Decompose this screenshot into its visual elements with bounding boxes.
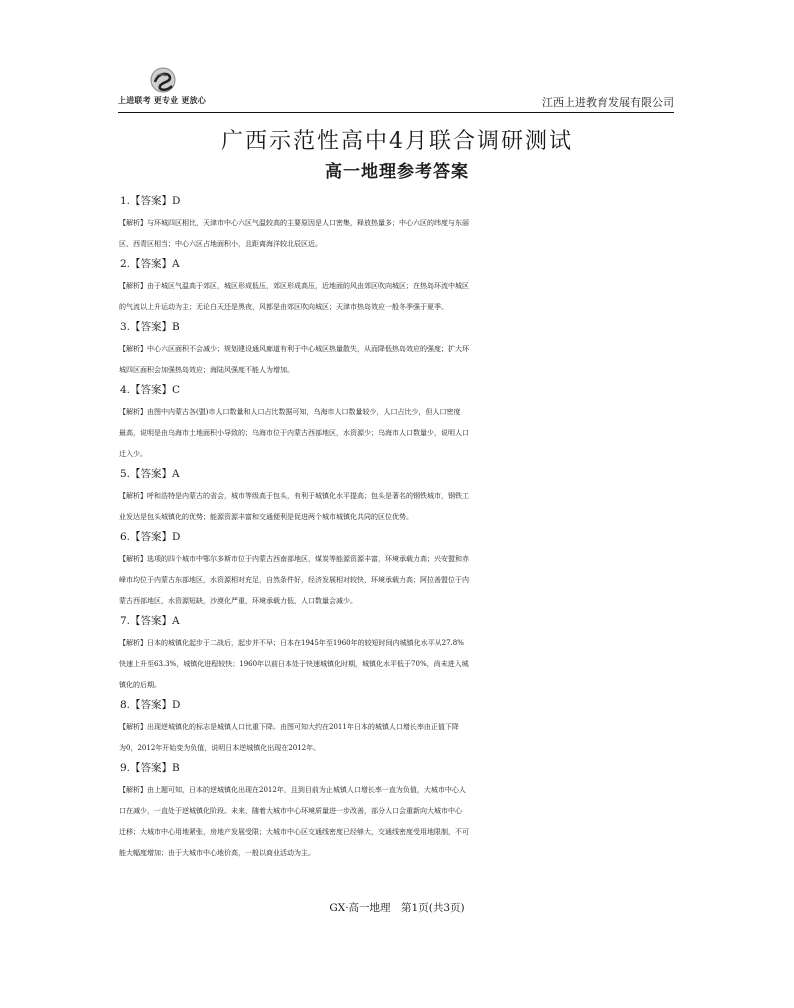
answer-line [118, 381, 678, 402]
answer-text: 【答案】A [130, 258, 180, 270]
page-subtitle: 高一地理参考答案 [325, 162, 469, 182]
answer-line [118, 759, 678, 780]
explanation-line: 能大幅度增加；由于大城市中心地价高，一般以商业活动为主。 [119, 849, 315, 857]
answer-line [118, 528, 678, 549]
answer-text: 【答案】C [130, 384, 181, 396]
explanation-line: 最高，说明是由乌海市土地面积小导致的；乌海市位于内蒙古西部地区，水资源少；乌海市人口数量少，说明人口 [119, 429, 469, 437]
explanation-line: 迁入少。 [119, 450, 147, 458]
explanation-line: 蒙古西部地区，水资源短缺，沙漠化严重，环境承载力低，人口数量会减少。 [119, 597, 357, 605]
explanation-line: 快速上升至63.3%，城镇化进程较快；1960年以前日本处于快速城镇化时期，城镇化水平低于70%，尚未进入城 [119, 660, 469, 668]
answer-text: 【答案】D [130, 699, 181, 711]
answer-item [118, 759, 678, 864]
explanation-line: 【解析】呼和浩特是内蒙古的省会，城市等级高于包头，有利于城镇化水平提高；包头是著名的钢铁城市，钢铁工 [119, 492, 469, 500]
answer-line [118, 696, 678, 717]
answer-item [118, 381, 678, 465]
question-number: 4. [119, 384, 130, 396]
explanation-line: 【解析】中心六区面积不会减少；规划建设通风廊道有利于中心城区热量散失，从而降低热岛效应的强度；扩大环 [119, 345, 469, 353]
answer-text: 【答案】A [130, 468, 180, 480]
answer-item [118, 192, 678, 255]
answer-item [118, 528, 678, 612]
answer-item [118, 465, 678, 528]
answer-text: 【答案】D [130, 531, 181, 543]
question-number: 3. [119, 321, 130, 333]
answer-text: 【答案】D [130, 195, 181, 207]
explanation-line: 城四区面积会加强热岛效应；海陆风强度不能人为增加。 [119, 366, 294, 374]
answer-item [118, 612, 678, 696]
question-number: 8. [119, 699, 130, 711]
page-title: 广西示范性高中4月联合调研测试 [221, 129, 573, 154]
logo-swirl-icon [148, 66, 178, 94]
question-number: 6. [119, 531, 130, 543]
explanation-line: 【解析】与环城四区相比，天津市中心六区气温较高的主要原因是人口密集，释放热量多；中心六区的纬度与东丽 [119, 219, 469, 227]
explanation-line: 口在减少，一直处于逆城镇化阶段。未来，随着大城市中心环境质量进一步改善，部分人口会重新向大城市中心 [119, 807, 462, 815]
answer-line [118, 192, 678, 213]
page-footer: GX·高一地理 第1页(共3页) [329, 902, 465, 914]
explanation-line: 【解析】选项的四个城市中鄂尔多斯市位于内蒙古西南部地区，煤炭等能源资源丰富，环境承载力高；兴安盟和赤 [119, 555, 469, 563]
explanation-line: 峰市均位于内蒙古东部地区，水资源相对充足，自然条件好，经济发展相对较快，环境承载力高；阿拉善盟位于内 [119, 576, 469, 584]
answer-line [118, 465, 678, 486]
explanation-line: 业发达是包头城镇化的优势；能源资源丰富和交通便利是促进两个城市城镇化共同的区位优势。 [119, 513, 413, 521]
answer-list [118, 192, 678, 864]
header-divider [118, 112, 674, 113]
question-number: 2. [119, 258, 130, 270]
explanation-line: 【解析】日本的城镇化起步于二战后，起步并不早；日本在1945年至1960年的较短时间内城镇化水平从27.8% [119, 639, 464, 647]
answer-line [118, 255, 678, 276]
answer-text: 【答案】A [130, 615, 180, 627]
explanation-line: 【解析】由图中内蒙古各(盟)市人口数量和人口占比数据可知，乌海市人口数量较少，人口占比少，但人口密度 [119, 408, 461, 416]
question-number: 1. [119, 195, 130, 207]
explanation-line: 的气流以上升运动为主；无论白天还是黑夜，风都是由郊区吹向城区；天津市热岛效应一般冬季强于夏季。 [119, 303, 448, 311]
explanation-line: 区、西青区相当；中心六区占地面积小，且距离海洋较北辰区近。 [119, 240, 322, 248]
explanation-line: 【解析】由上题可知，日本的逆城镇化出现在2012年，且到目前为止城镇人口增长率一直为负值，大城市中心人 [119, 786, 466, 794]
explanation-line: 【解析】由于城区气温高于郊区，城区形成低压，郊区形成高压，近地面的风由郊区吹向城区；在热岛环流中城区 [119, 282, 469, 290]
question-number: 7. [119, 615, 130, 627]
answer-line [118, 612, 678, 633]
logo [118, 66, 210, 108]
question-number: 9. [119, 762, 130, 774]
answer-item [118, 318, 678, 381]
answer-item [118, 255, 678, 318]
company-name: 江西上进教育发展有限公司 [542, 96, 674, 109]
explanation-line: 镇化的后期。 [119, 681, 161, 689]
answer-text: 【答案】B [130, 321, 180, 333]
explanation-line: 为0，2012年开始变为负值，说明日本逆城镇化出现在2012年。 [119, 744, 321, 752]
explanation-line: 【解析】出现逆城镇化的标志是城镇人口比重下降。由图可知大约在2011年日本的城镇人口增长率由正值下降 [119, 723, 459, 731]
question-number: 5. [119, 468, 130, 480]
page-header [118, 66, 674, 110]
explanation-line: 迁移；大城市中心用地紧张，房地产发展受限；大城市中心区交通线密度已经够大，交通线密度受用地限制，不可 [119, 828, 469, 836]
answer-line [118, 318, 678, 339]
logo-slogan: 上进联考 更专业 更放心 [118, 96, 206, 105]
answer-text: 【答案】B [130, 762, 180, 774]
answer-item [118, 696, 678, 759]
